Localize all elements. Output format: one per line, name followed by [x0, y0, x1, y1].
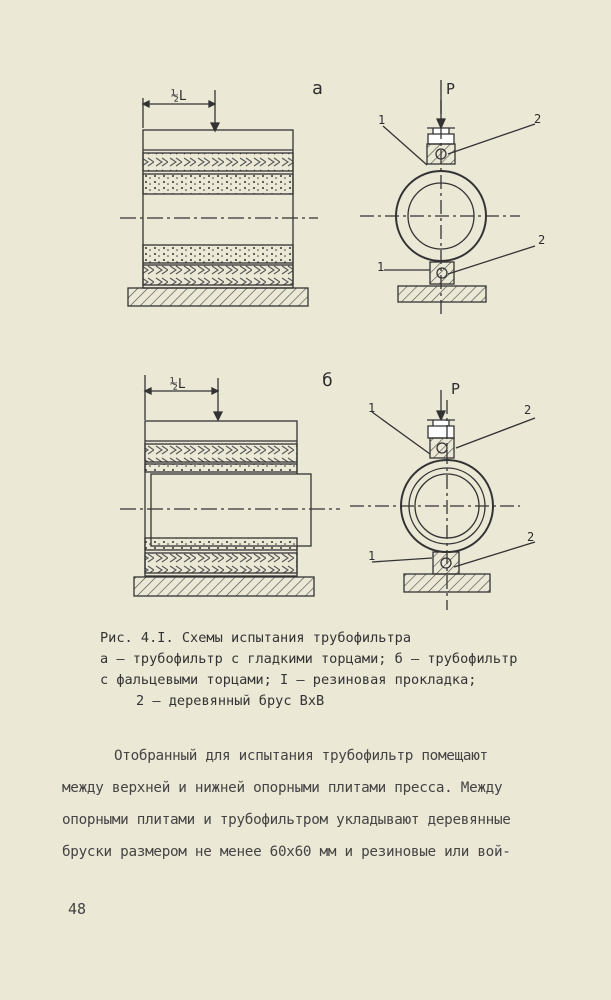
figure-label-a: а — [312, 78, 323, 99]
caption-line: Рис. 4.I. Схемы испытания трубофильтра — [100, 630, 411, 646]
caption-line: 2 – деревянный брус ВхВ — [136, 693, 325, 709]
load-label-b: P — [451, 380, 461, 398]
callout-1-bottom-a: 1 — [377, 260, 385, 274]
caption-line: с фальцевыми торцами; I – резиновая прокладка; — [100, 672, 477, 688]
figure-b-cross-section — [350, 390, 535, 610]
callout-2-top-b: 2 — [524, 403, 532, 417]
figure-b-side-view — [120, 375, 340, 596]
page-number: 48 — [68, 900, 87, 918]
callout-2-bottom-b: 2 — [527, 530, 535, 544]
paragraph-line: Отобранный для испытания трубофильтр помещают — [114, 748, 488, 764]
callout-1-bottom-b: 1 — [368, 549, 376, 563]
callout-2-bottom-a: 2 — [538, 233, 546, 247]
dimension-label-b: ½L — [170, 377, 186, 392]
callout-2-top-a: 2 — [534, 112, 542, 126]
callout-1-top-a: 1 — [378, 113, 386, 127]
load-label-a: P — [446, 80, 456, 98]
figure-label-b: б — [322, 370, 333, 391]
body-paragraph — [62, 740, 602, 868]
figure-a-side-view — [120, 90, 318, 306]
callout-1-top-b: 1 — [368, 401, 376, 415]
paragraph-line: опорными плитами и трубофильтром укладывают деревянные — [62, 812, 511, 828]
paragraph-line: между верхней и нижней опорными плитами пресса. Между — [62, 780, 503, 796]
dimension-label-a: ½L — [171, 89, 187, 104]
caption-line: а – трубофильтр с гладкими торцами; б – трубофильтр — [100, 651, 518, 667]
figure-a-cross-section — [360, 80, 535, 316]
figure-caption — [100, 628, 580, 712]
paragraph-line: бруски размером не менее 60х60 мм и резиновые или вой- — [62, 844, 511, 860]
